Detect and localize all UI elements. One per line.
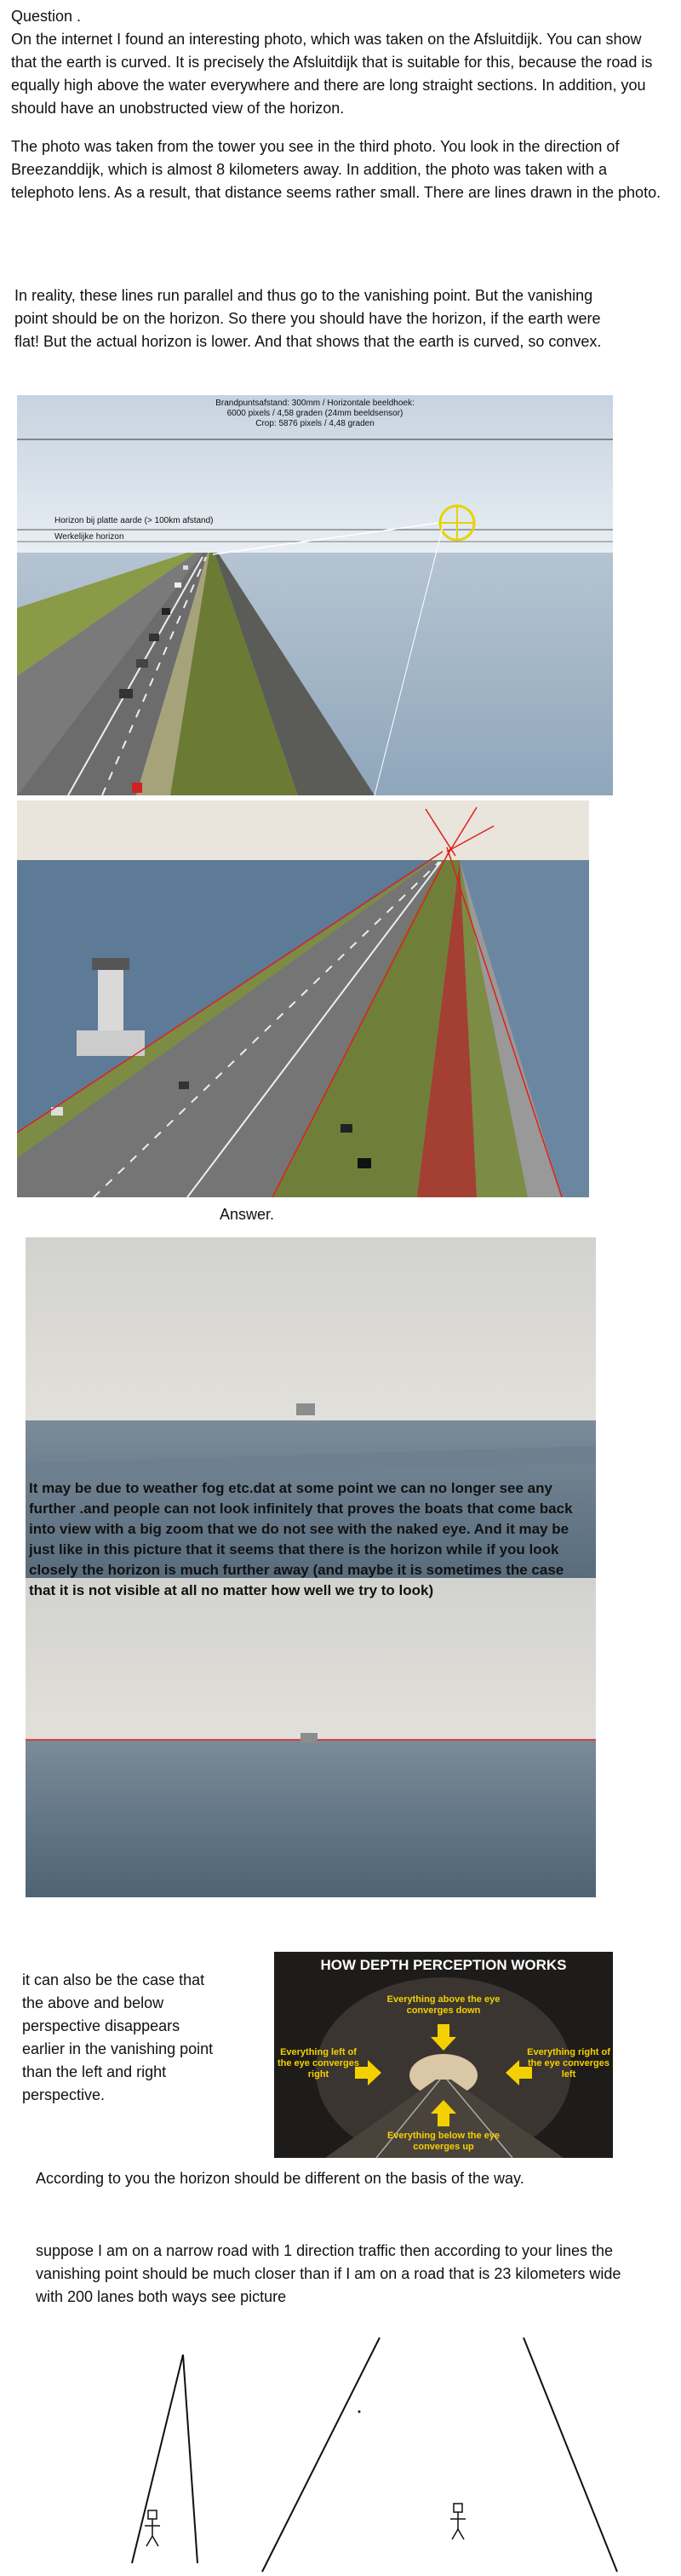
narrow-road-right-line [183, 2355, 197, 2563]
label-above: Everything above the eye converges down [386, 1994, 501, 2016]
wide-road-right-line [524, 2338, 617, 2572]
intro-text [11, 5, 667, 204]
fog-sea-photo [26, 1237, 596, 1897]
perception-side-text: it can also be the case that the above and below perspective disappears earlier in the vanishing point than the left and right perspective. [22, 1971, 214, 2103]
ship-lower [300, 1733, 318, 1743]
label-left: Everything left of the eye converges right [278, 2047, 359, 2080]
afsluitdijk-annotated-photo [17, 395, 613, 795]
vanishing-dot [358, 2411, 361, 2413]
photo1-header-line3: Crop: 5876 pixels / 4,48 graden [255, 419, 375, 428]
photo2-illustration [17, 800, 589, 1197]
closing-paragraph-1: According to you the horizon should be different on the basis of the way. [36, 2170, 524, 2187]
photo1-header-line1: Brandpuntsafstand: 300mm / Horizontale beeldhoek: [215, 399, 415, 408]
label-right: Everything right of the eye converges left [527, 2047, 610, 2080]
label-below: Everything below the eye converges up [386, 2131, 501, 2152]
afsluitdijk-tower-photo [17, 800, 589, 1197]
answer-label: Answer. [220, 1206, 275, 1223]
flat-earth-horizon-label: Horizon bij platte aarde (> 100km afstand) [54, 516, 214, 525]
closing-paragraph-2: suppose I am on a narrow road with 1 direction traffic then according to your lines the vanishing point should be much closer than if I am on a road that is 23 kilometers wide with 200 lanes both ways see picture [36, 2242, 621, 2305]
intro-paragraph-2: The photo was taken from the tower you see in the third photo. You look in the direction of Breezanddijk, which is almost 8 kilometers away. In addition, the photo was taken with a telephoto lens. As a result, that distance seems rather small. There are lines drawn in the photo. [11, 138, 661, 201]
ship-upper [296, 1403, 315, 1415]
question-heading: Question . [11, 8, 82, 25]
depth-perception-graphic [274, 1952, 613, 2158]
real-horizon-label: Werkelijke horizon [54, 532, 124, 542]
answer-text: It may be due to weather fog etc.dat at some point we can no longer see any further .and people can not look infinitely that proves the boats that come back into view with a big zoom that we do not see with the naked eye. And it may be just like in this picture that it seems that there is the horizon while if you look closely the horizon is much further away (and maybe it is sometimes the case that it is not visible at all no matter how well we try to look) [29, 1480, 573, 1598]
narrow-road-left-line [132, 2355, 183, 2563]
photo1-illustration [17, 395, 613, 795]
photo1-header-line2: 6000 pixels / 4,58 graden (24mm beeldsensor) [226, 409, 403, 418]
road-width-sketch [0, 2333, 681, 2576]
depth-perception-title: HOW DEPTH PERCEPTION WORKS [320, 1957, 567, 1973]
intro-paragraph-3: In reality, these lines run parallel and thus go to the vanishing point. But the vanishing point should be on the horizon. So there you should have the horizon, if the earth were flat! But the actual horizon is lower. And that shows that the earth is curved, so convex. [14, 287, 602, 350]
stick-figure-left [145, 2510, 160, 2546]
stick-figure-right [450, 2504, 466, 2539]
intro-paragraph-1: On the internet I found an interesting photo, which was taken on the Afsluitdijk. You can show that the earth is curved. It is precisely the Afsluitdijk that is suitable for this, because the road is equally high above the water everywhere and there are long straight sections. In addition, you should have an unobstructed view of the horizon. [11, 31, 653, 117]
photo1-header [17, 399, 613, 429]
wide-road-left-line [262, 2338, 380, 2572]
